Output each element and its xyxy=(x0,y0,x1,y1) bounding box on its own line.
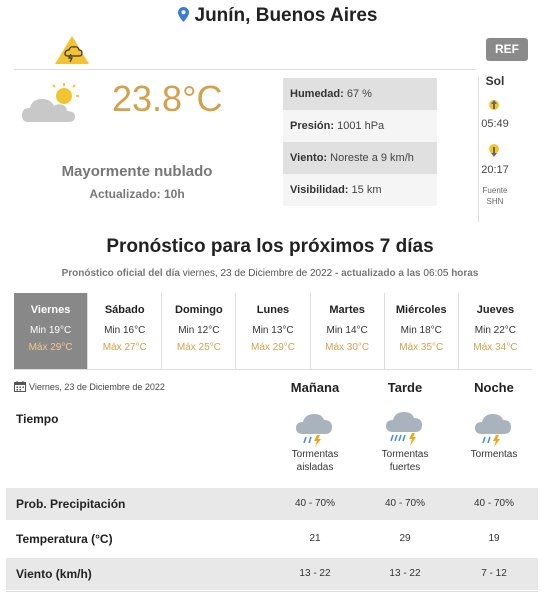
stat-visibility: Visibilidad: 15 km xyxy=(283,174,437,206)
location-name: Junín, Buenos Aires xyxy=(194,5,378,26)
weather-night: Tormentas xyxy=(470,449,518,460)
sunset-icon xyxy=(486,142,502,158)
row-value: 21 xyxy=(309,533,321,544)
row-value: 13 - 22 xyxy=(389,568,421,579)
tiempo-label: Tiempo xyxy=(16,412,59,426)
divider xyxy=(6,591,538,592)
updated-time: Actualizado: 10h xyxy=(89,187,185,201)
storm-cloud-icon xyxy=(295,410,335,448)
tab-martes[interactable]: Martes Min 14°C Máx 30°C xyxy=(311,293,385,369)
tab-miercoles[interactable]: Miércoles Min 18°C Máx 35°C xyxy=(385,293,459,369)
ref-button[interactable]: REF xyxy=(486,38,528,61)
heavy-storm-icon xyxy=(385,410,425,448)
row-value: 13 - 22 xyxy=(299,568,331,579)
row-label-temperature: Temperatura (°C) xyxy=(16,532,113,546)
partly-cloudy-icon xyxy=(22,82,86,128)
location-pin-icon xyxy=(178,7,189,22)
period-afternoon: Tarde xyxy=(387,380,423,395)
divider xyxy=(14,69,476,70)
sunrise-time: 05:49 xyxy=(481,118,509,130)
row-value: 29 xyxy=(399,533,411,544)
divider xyxy=(14,369,532,370)
row-value: 40 - 70% xyxy=(473,498,515,509)
row-label-precipitation: Prob. Precipitación xyxy=(16,497,126,511)
stat-humidity: Humedad: 67 % xyxy=(283,78,437,110)
tab-viernes[interactable]: Viernes Min 19°C Máx 29°C xyxy=(14,293,88,369)
tab-domingo[interactable]: Domingo Min 12°C Máx 25°C xyxy=(162,293,236,369)
stat-wind: Viento: Noreste a 9 km/h xyxy=(283,142,437,174)
tab-sabado[interactable]: Sábado Min 16°C Máx 27°C xyxy=(88,293,162,369)
source-name[interactable]: SHN xyxy=(486,197,504,206)
stat-pressure: Presión: 1001 hPa xyxy=(283,110,437,142)
current-temperature: 23.8°C xyxy=(112,78,223,119)
period-night: Noche xyxy=(474,380,514,395)
storm-cloud-icon xyxy=(474,410,514,448)
row-value: 19 xyxy=(488,533,500,544)
period-morning: Mañana xyxy=(290,380,340,395)
tab-lunes[interactable]: Lunes Min 13°C Máx 29°C xyxy=(236,293,310,369)
sun-title: Sol xyxy=(485,74,505,88)
row-label-wind: Viento (km/h) xyxy=(16,567,92,581)
weather-afternoon: Tormentas fuertes xyxy=(381,449,429,473)
detail-date: Viernes, 23 de Diciembre de 2022 xyxy=(14,381,165,392)
current-condition: Mayormente nublado xyxy=(61,163,213,180)
storm-alert-icon[interactable] xyxy=(54,35,90,65)
tab-jueves[interactable]: Jueves Min 22°C Máx 34°C xyxy=(473,304,518,353)
forecast-title: Pronóstico para los próximos 7 días xyxy=(106,236,434,257)
row-value: 40 - 70% xyxy=(294,498,336,509)
source-label: Fuente xyxy=(482,186,508,195)
weather-morning: Tormentas aisladas xyxy=(291,449,339,473)
sunset-time: 20:17 xyxy=(481,164,509,176)
page-title xyxy=(0,5,555,27)
day-tabs xyxy=(14,293,532,369)
row-value: 7 - 12 xyxy=(481,568,507,579)
calendar-icon xyxy=(14,381,26,392)
sunrise-icon xyxy=(486,96,502,112)
forecast-subtitle: Pronóstico oficial del día viernes, 23 de Diciembre de 2022 - actualizado a las 06:05 horas xyxy=(61,268,479,279)
row-value: 40 - 70% xyxy=(384,498,426,509)
